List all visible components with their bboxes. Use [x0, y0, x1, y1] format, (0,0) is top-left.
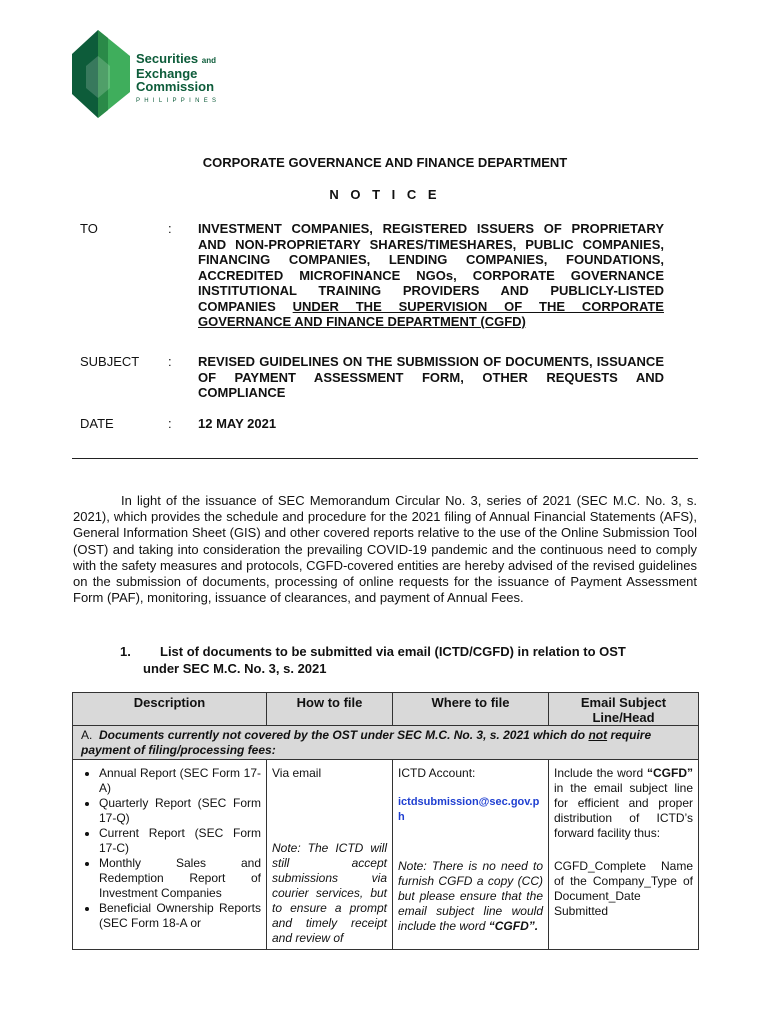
body-paragraph: In light of the issuance of SEC Memorandum Circular No. 3, series of 2021 (SEC M.C. No. 3, s. 2021), which provides the schedule and procedure for the 2021 filing of Annual Financial Statements (AFS), General Information Sheet (GIS) and other covered reports relative to the use of the Online Submission Tool (OST) and taking into consideration the prevailing COVID-19 pandemic and the continuous need to comply with the safety measures and protocols, CGFD-covered entities are hereby advised of the revised guidelines on the submission of documents, processing of online requests for the issuance of Payment Assessment Form (PAF), monitoring, issuance of clearances, and payment of Annual Fees.	[73, 493, 697, 606]
list-item: • Quarterly Report (SEC Form 17-Q)	[99, 796, 261, 826]
email-subject-format: CGFD_Complete Name of the Company_Type of Document_Date Submitted	[554, 859, 693, 918]
table-row	[73, 760, 699, 950]
table-category-row	[73, 726, 699, 760]
section1-title-line1: List of documents to be submitted via email (ICTD/CGFD) in relation to OST	[160, 644, 626, 659]
logo-line3: Commission	[136, 79, 215, 94]
subject-label: SUBJECT	[80, 354, 140, 369]
to-label: TO	[80, 221, 98, 236]
header-divider	[72, 458, 698, 459]
date-colon: :	[168, 416, 172, 431]
email-subject-instruction	[554, 766, 693, 841]
category-text	[81, 728, 651, 757]
where-to-file-label: ICTD Account:	[398, 766, 476, 780]
email-subject-text-after: in the email subject line for efficient and proper distribution of ICTD’s forward facility thus:	[554, 781, 693, 840]
list-item: • Monthly Sales and Redemption Report of Investment Companies	[99, 856, 261, 901]
section1-title-line2: under SEC M.C. No. 3, s. 2021	[143, 661, 327, 676]
subject-value: REVISED GUIDELINES ON THE SUBMISSION OF DOCUMENTS, ISSUANCE OF PAYMENT ASSESSMENT FORM, OTHER REQUESTS AND COMPLIANCE	[198, 354, 664, 400]
table-header-row	[73, 693, 699, 726]
logo-line2: Exchange	[136, 66, 198, 81]
category-letter: A.	[81, 728, 93, 742]
logo-wordmark	[136, 52, 220, 108]
email-subject-cell	[549, 760, 699, 950]
how-to-file-note: Note: The ICTD will still accept submissions via courier services, but to ensure a prompt and timely receipt and review of	[272, 841, 387, 945]
logo-line1: Securities	[136, 51, 199, 66]
to-value-underlined: UNDER THE SUPERVISION OF THE CORPORATE GOVERNANCE AND FINANCE DEPARTMENT (CGFD)	[198, 298, 664, 329]
date-label: DATE	[80, 416, 114, 431]
date-value: 12 MAY 2021	[198, 416, 277, 431]
table-header-email-subject: Email Subject Line/Head	[549, 693, 699, 726]
logo-line1-small: and	[201, 56, 217, 65]
category-text-before: Documents currently not covered by the OST under SEC M.C. No. 3, s. 2021 which do	[99, 728, 589, 742]
logo-line4: PHILIPPINES	[136, 98, 221, 104]
category-text-underlined: not	[588, 728, 608, 742]
email-subject-text-bold: “CGFD”	[647, 766, 693, 780]
where-to-file-note	[398, 859, 543, 934]
list-item: • Current Report (SEC Form 17-C)	[99, 826, 261, 856]
list-item: • Beneficial Ownership Reports (SEC Form 18-A or	[99, 901, 261, 931]
to-value-plain: INVESTMENT COMPANIES, REGISTERED ISSUERS OF PROPRIETARY AND NON-PROPRIETARY SHARES/TIMESHARES, PUBLIC COMPANIES, FINANCING COMPANIES, LENDING COMPANIES, FOUNDATIONS, ACCREDITED MICROFINANCE NGOs, CORPORATE GOVERNANCE INSTITUTIONAL TRAINING PROVIDERS AND PUBLICLY-LISTED COMPANIES	[198, 221, 664, 314]
where-to-file-note-plain: Note: There is no need to furnish CGFD a copy (CC) but please ensure that the email subject line would include the word	[398, 859, 543, 933]
category-text-after: require payment of filing/processing fees:	[81, 728, 652, 757]
list-item: • Annual Report (SEC Form 17-A)	[99, 766, 261, 796]
where-to-file-cell	[393, 760, 549, 950]
documents-table	[72, 692, 699, 950]
how-to-file-main: Via email	[272, 766, 322, 780]
category-cell	[73, 726, 699, 760]
department-heading: CORPORATE GOVERNANCE AND FINANCE DEPARTMENT	[202, 155, 568, 170]
table-header-description: Description	[73, 693, 267, 726]
documents-list	[75, 766, 261, 931]
to-colon: :	[168, 221, 172, 236]
to-value	[198, 221, 664, 330]
description-cell	[73, 760, 267, 950]
email-subject-text-before: Include the word	[554, 766, 647, 780]
ictd-email-link[interactable]: ictdsubmission@sec.gov.ph	[398, 796, 540, 823]
table-header-how-to-file: How to file	[267, 693, 393, 726]
section1-number: 1.	[120, 644, 131, 659]
table-header-where-to-file: Where to file	[393, 693, 549, 726]
where-to-file-note-bold: “CGFD”.	[488, 919, 539, 933]
notice-title: N O T I C E	[329, 187, 441, 202]
subject-colon: :	[168, 354, 172, 369]
how-to-file-cell	[267, 760, 393, 950]
